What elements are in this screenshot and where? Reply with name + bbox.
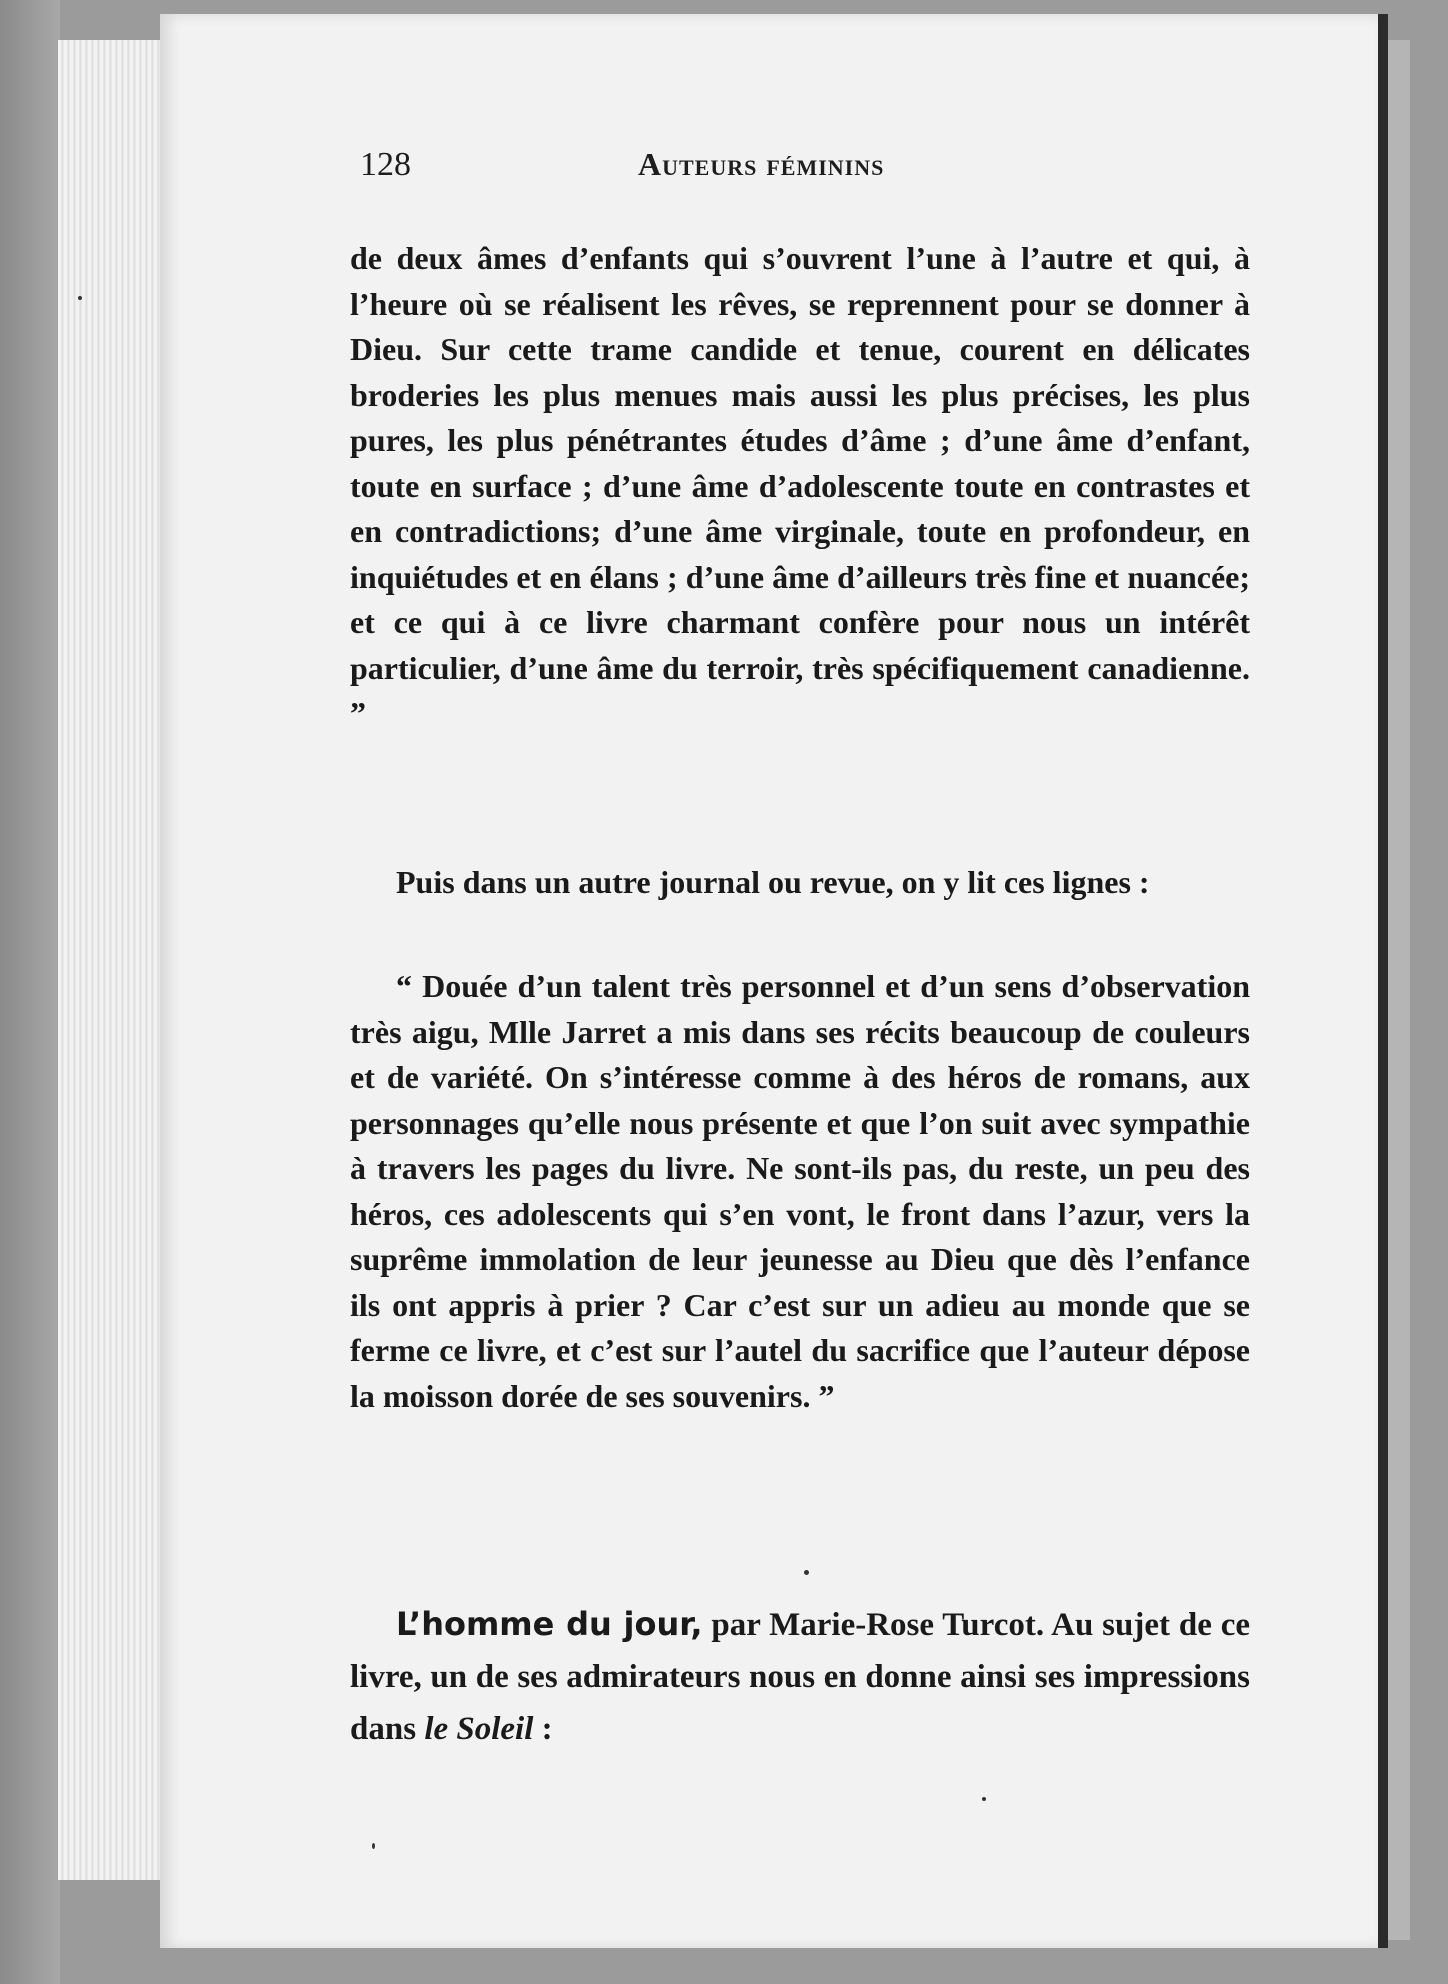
- running-title: Auteurs féminins: [638, 146, 885, 182]
- dust-speck: [78, 296, 82, 300]
- running-header: [360, 146, 1260, 196]
- paragraph-3-text: “ Douée d’un talent très personnel et d’un sens d’observation très aigu, Mlle Jarret a mis dans ses récits beaucoup de couleurs et de variété. On s’intéresse comme à des héros de romans, aux personnages qu’elle nous présente et que l’on suit avec sympathie à travers les pages du livre. Ne sont-ils pas, du reste, un peu des héros, ces adolescents qui s’en vont, le front dans l’azur, vers la suprême immolation de leur jeunesse au Dieu que dès l’enfance ils ont appris à prier ? Car c’est sur un adieu au monde que se ferme ce livre, et c’est sur l’autel du sacrifice que l’auteur dépose la moisson dorée de ses souvenirs. ”: [350, 968, 1250, 1414]
- paragraph-4-text: [350, 1598, 1250, 1755]
- paragraph-3-quote: [350, 964, 1250, 1419]
- paragraph-4-ending: :: [533, 1711, 553, 1747]
- paragraph-2-text: Puis dans un autre journal ou revue, on y lit ces lignes :: [396, 864, 1150, 900]
- paragraph-4-body: par Marie-Rose Turcot. Au sujet de ce livre, un de ses admirateurs nous en donne ainsi ses impressions dans: [350, 1607, 1250, 1747]
- paragraph-2: [350, 860, 1250, 906]
- page-number: 128: [360, 146, 411, 183]
- paragraph-4: [350, 1598, 1250, 1755]
- binding-edge: [1388, 40, 1410, 1940]
- paragraph-1: [350, 236, 1250, 737]
- paragraph-1-text: de deux âmes d’enfants qui s’ouvrent l’une à l’autre et qui, à l’heure où se réalisent les rêves, se reprennent pour se donner à Dieu. Sur cette trame candide et tenue, courent en délicates broderies les plus menues mais aussi les plus précises, les plus pures, les plus pénétrantes études d’âme ; d’une âme d’enfant, toute en surface ; d’une âme d’adolescente toute en contrastes et en contradictions; d’une âme virginale, toute en profondeur, en inquiétudes et en élans ; d’une âme d’ailleurs très fine et nuancée; et ce qui à ce livre charmant confère pour nous un intérêt particulier, d’une âme du terroir, très spécifiquement canadienne. ”: [350, 240, 1250, 731]
- dust-speck: [982, 1797, 986, 1801]
- scan-background: [0, 0, 60, 1984]
- newspaper-name: le Soleil: [424, 1711, 534, 1747]
- book-title: L’homme du jour,: [396, 1605, 703, 1643]
- dust-speck: [804, 1570, 809, 1575]
- page-edges: [58, 40, 170, 1880]
- dust-speck: [372, 1843, 375, 1849]
